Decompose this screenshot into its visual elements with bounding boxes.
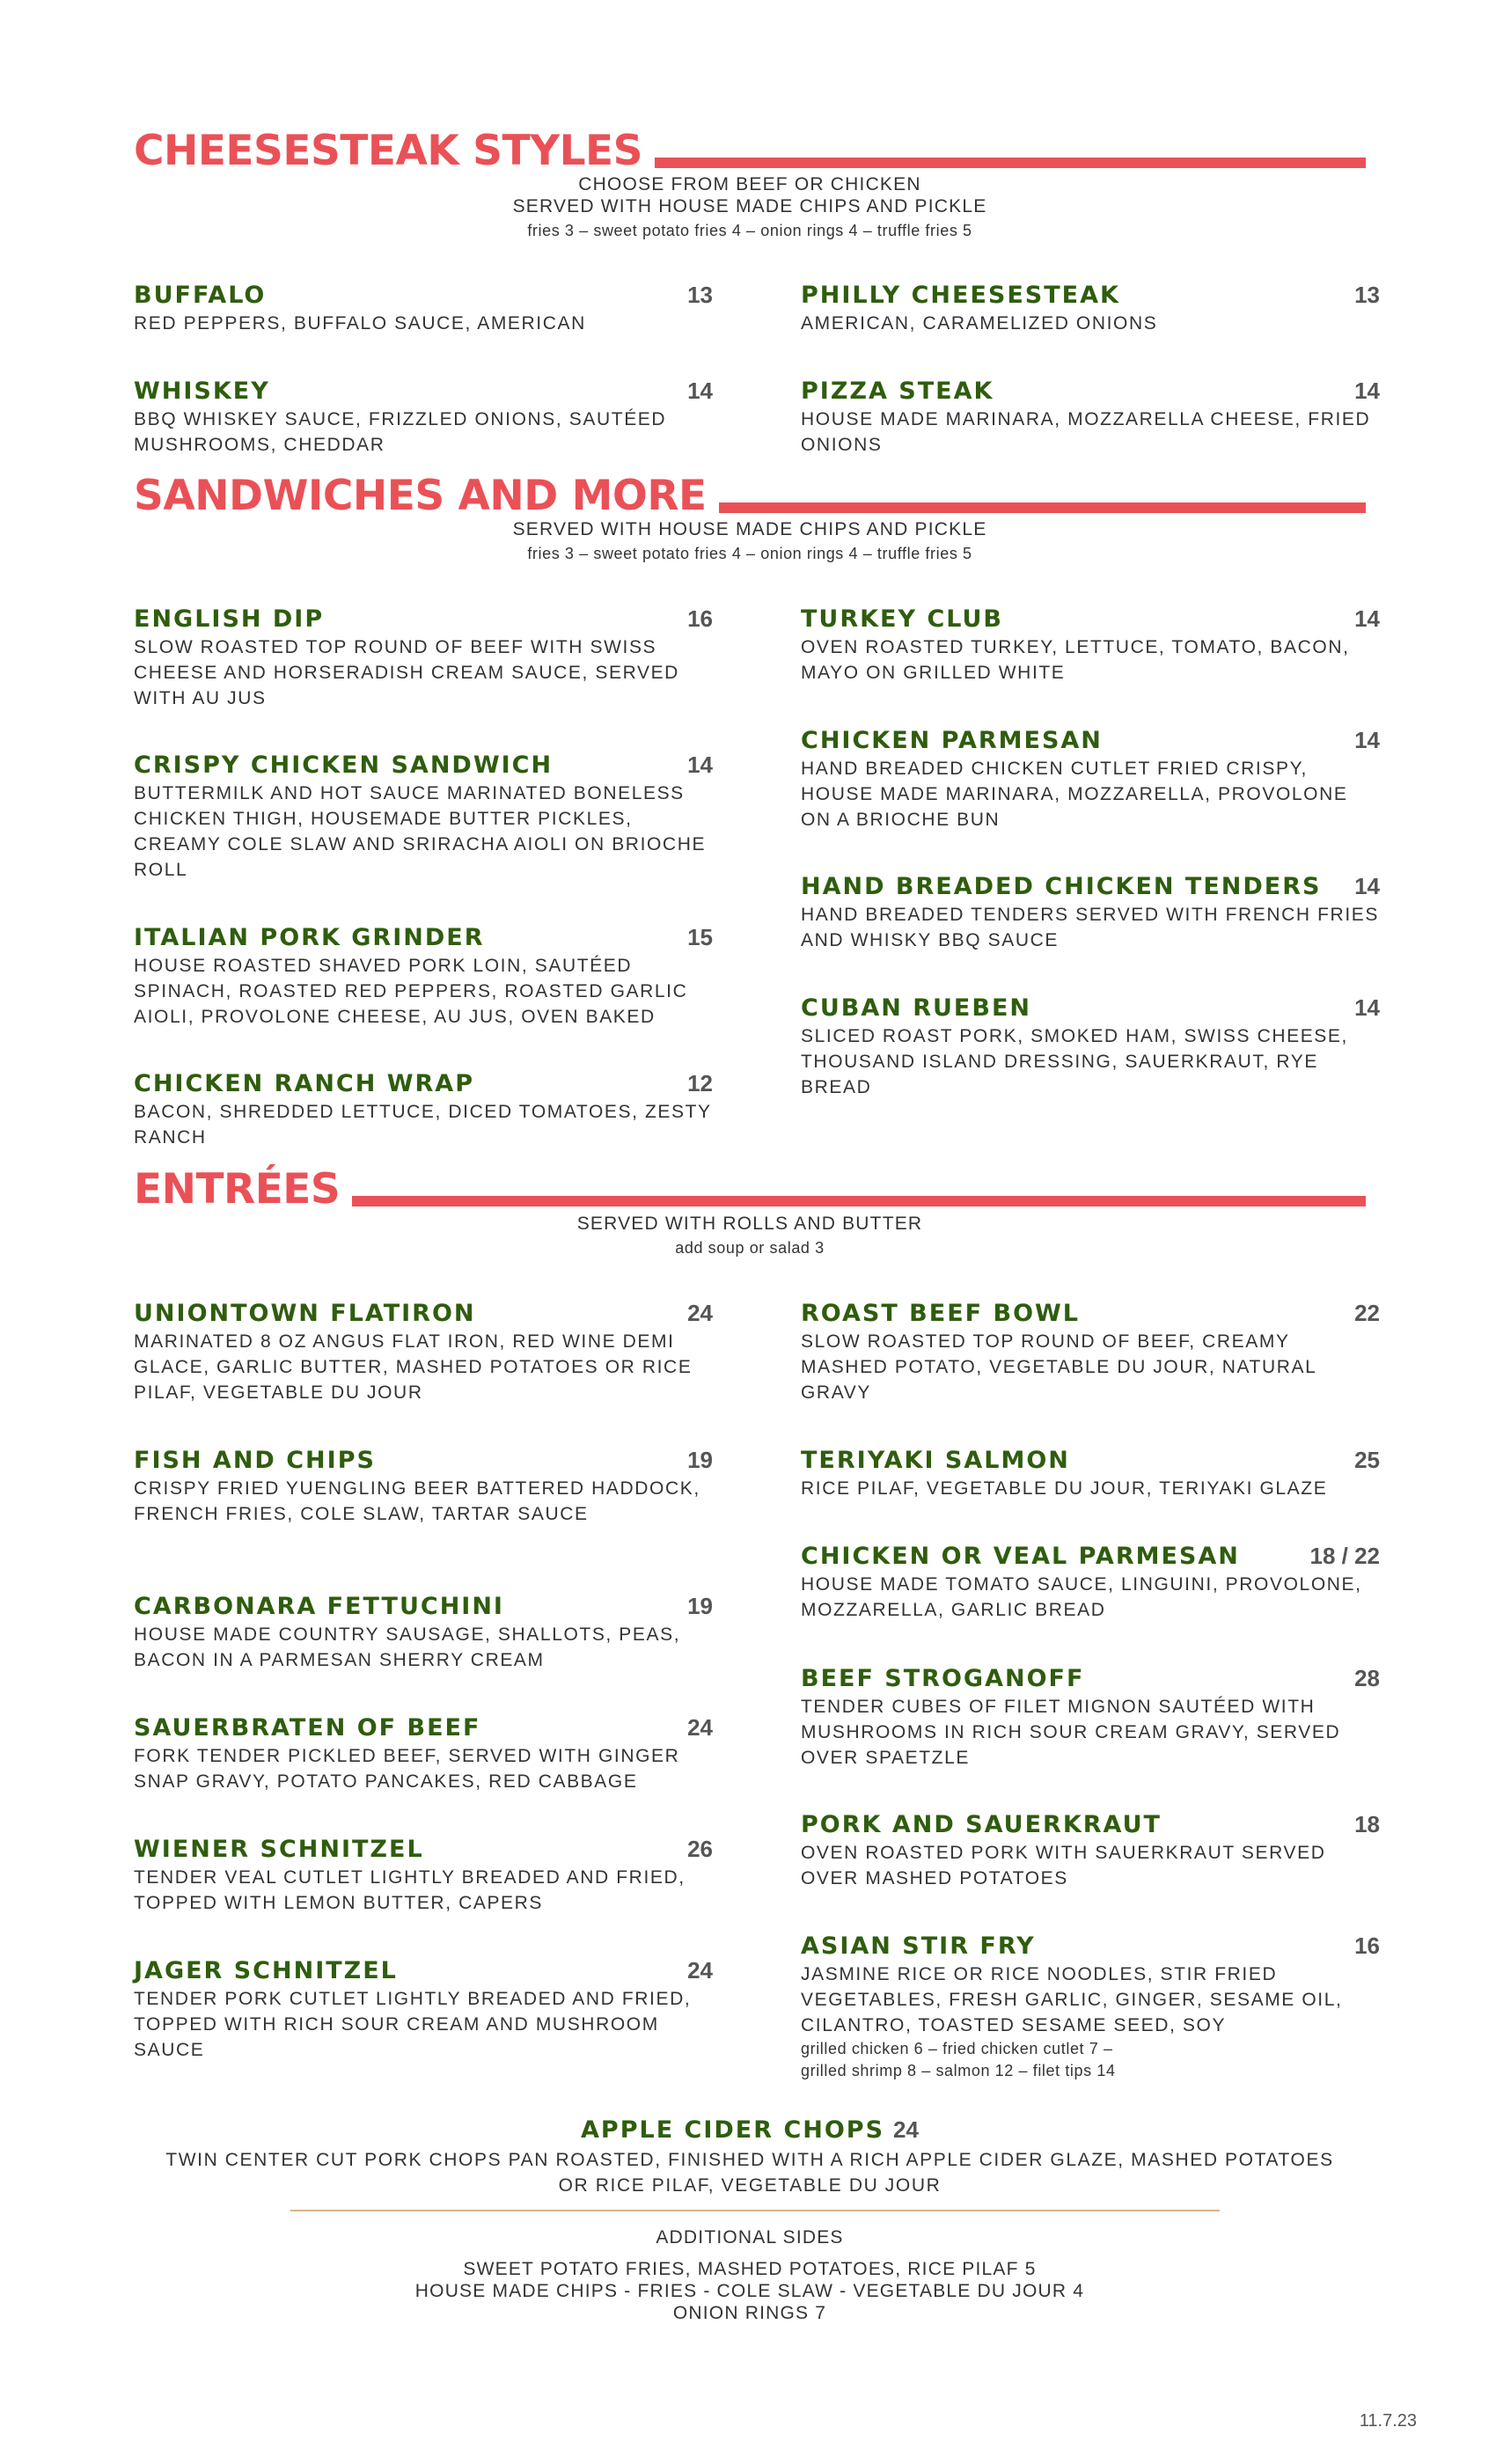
- item-addons: grilled chicken 6 – fried chicken cutlet 7 –: [801, 2040, 1113, 2057]
- item-price: 24: [687, 1714, 713, 1741]
- divider: [290, 2210, 1220, 2211]
- menu-item: [134, 1834, 713, 1916]
- item-name: ASIAN STIR FRY: [801, 1932, 1036, 1960]
- item-description: TENDER VEAL CUTLET LIGHTLY BREADED AND FRIED, TOPPED WITH LEMON BUTTER, CAPERS: [134, 1867, 686, 1913]
- menu-item: [801, 993, 1380, 1100]
- item-name: PHILLY CHEESESTEAK: [801, 282, 1120, 309]
- sides-line: SWEET POTATO FRIES, MASHED POTATOES, RICE PILAF 5: [463, 2259, 1037, 2279]
- sides-line: ONION RINGS 7: [672, 2303, 827, 2323]
- item-name: FISH AND CHIPS: [134, 1447, 376, 1474]
- menu-item: [134, 750, 713, 883]
- item-price: 28: [1354, 1665, 1380, 1691]
- item-name: CHICKEN PARMESAN: [801, 727, 1103, 754]
- item-price: 14: [687, 752, 713, 778]
- item-name: CHICKEN RANCH WRAP: [134, 1070, 474, 1097]
- item-price: 13: [1354, 282, 1380, 308]
- item-description: TENDER CUBES OF FILET MIGNON SAUTÉED WITH MUSHROOMS IN RICH SOUR CREAM GRAVY, SERVED OVER SPAETZLE: [801, 1697, 1341, 1768]
- item-price: 24: [687, 1957, 713, 1984]
- item-price: 16: [1354, 1932, 1380, 1959]
- item-price: 25: [1354, 1447, 1380, 1473]
- item-name: UNIONTOWN FLATIRON: [134, 1300, 476, 1327]
- item-price: 14: [1354, 873, 1380, 899]
- item-price: 16: [687, 605, 713, 632]
- sides-line: HOUSE MADE CHIPS - FRIES - COLE SLAW - VEGETABLE DU JOUR 4: [414, 2281, 1085, 2301]
- item-name: HAND BREADED CHICKEN TENDERS: [801, 873, 1322, 900]
- section-title: ENTRÉES: [134, 1165, 341, 1214]
- section-addons: fries 3 – sweet potato fries 4 – onion rings 4 – truffle fries 5: [527, 545, 972, 562]
- item-name: SAUERBRATEN OF BEEF: [134, 1714, 481, 1742]
- menu-item: [801, 1809, 1380, 1891]
- section-rule: [655, 158, 1366, 168]
- item-description: HOUSE MADE TOMATO SAUCE, LINGUINI, PROVOLONE, MOZZARELLA, GARLIC BREAD: [801, 1574, 1362, 1620]
- menu-item: [134, 922, 713, 1030]
- item-price: 24: [687, 1300, 713, 1326]
- menu-item: [134, 376, 713, 458]
- sides-block: [134, 2226, 1366, 2324]
- menu-item: [801, 1541, 1380, 1623]
- item-description: SLICED ROAST PORK, SMOKED HAM, SWISS CHEESE, THOUSAND ISLAND DRESSING, SAUERKRAUT, RYE BREAD: [801, 1026, 1348, 1097]
- item-name: ENGLISH DIP: [134, 605, 325, 633]
- menu-item: [801, 1445, 1380, 1501]
- item-description: BUTTERMILK AND HOT SAUCE MARINATED BONELESS CHICKEN THIGH, HOUSEMADE BUTTER PICKLES, CREAMY COLE SLAW AND SRIRACHA AIOLI ON BRIOCHE ROLL: [134, 783, 707, 880]
- item-price: 22: [1354, 1300, 1380, 1326]
- item-price: 26: [687, 1836, 713, 1862]
- item-addons: grilled shrimp 8 – salmon 12 – filet tips 14: [801, 2062, 1116, 2079]
- item-description: SLOW ROASTED TOP ROUND OF BEEF, CREAMY MASHED POTATO, VEGETABLE DU JOUR, NATURAL GRAVY: [801, 1331, 1316, 1403]
- item-name: PORK AND SAUERKRAUT: [801, 1811, 1162, 1838]
- item-description: FORK TENDER PICKLED BEEF, SERVED WITH GINGER SNAP GRAVY, POTATO PANCAKES, RED CABBAGE: [134, 1746, 680, 1792]
- item-price: 15: [687, 924, 713, 950]
- menu-item: [801, 280, 1380, 336]
- item-description: HOUSE MADE COUNTRY SAUSAGE, SHALLOTS, PEAS, BACON IN A PARMESAN SHERRY CREAM: [134, 1624, 681, 1670]
- item-price: 14: [1354, 378, 1380, 404]
- section-rule: [352, 1196, 1366, 1206]
- item-description: HAND BREADED TENDERS SERVED WITH FRENCH FRIES AND WHISKY BBQ SAUCE: [801, 905, 1379, 950]
- menu-item: [801, 1298, 1380, 1405]
- item-description: TENDER PORK CUTLET LIGHTLY BREADED AND FRIED, TOPPED WITH RICH SOUR CREAM AND MUSHROOM SAUCE: [134, 1989, 692, 2060]
- item-description: TWIN CENTER CUT PORK CHOPS PAN ROASTED, FINISHED WITH A RICH APPLE CIDER GLAZE, MASHED POTATOES OR RICE PILAF, VEGETABLE DU JOUR: [165, 2150, 1334, 2196]
- section-addons: fries 3 – sweet potato fries 4 – onion rings 4 – truffle fries 5: [527, 222, 972, 239]
- item-description: HOUSE ROASTED SHAVED PORK LOIN, SAUTÉED SPINACH, ROASTED RED PEPPERS, ROASTED GARLIC AIOLI, PROVOLONE CHEESE, AU JUS, OVEN BAKED: [134, 956, 688, 1027]
- item-price: 18: [1354, 1811, 1380, 1837]
- section-rule: [719, 502, 1366, 513]
- featured-item: [134, 2116, 1366, 2198]
- item-name: WIENER SCHNITZEL: [134, 1836, 424, 1863]
- item-name: APPLE CIDER CHOPS: [581, 2116, 885, 2144]
- item-price: 14: [1354, 994, 1380, 1021]
- item-price: 19: [687, 1447, 713, 1473]
- item-price: 14: [1354, 727, 1380, 753]
- item-price: 13: [687, 282, 713, 308]
- item-description: SLOW ROASTED TOP ROUND OF BEEF WITH SWISS CHEESE AND HORSERADISH CREAM SAUCE, SERVED WITH AU JUS: [134, 637, 679, 708]
- item-price: 19: [687, 1593, 713, 1619]
- item-name: TURKEY CLUB: [801, 605, 1004, 633]
- item-name: ITALIAN PORK GRINDER: [134, 924, 485, 951]
- menu-item: [801, 871, 1380, 953]
- item-description: HAND BREADED CHICKEN CUTLET FRIED CRISPY, HOUSE MADE MARINARA, MOZZARELLA, PROVOLONE ON A BRIOCHE BUN: [801, 759, 1348, 830]
- section-subtitle: SERVED WITH HOUSE MADE CHIPS AND PICKLE: [512, 519, 987, 539]
- menu-item: [134, 1591, 713, 1673]
- item-name: ROAST BEEF BOWL: [801, 1300, 1081, 1327]
- menu-item: [134, 280, 713, 336]
- item-description: BBQ WHISKEY SAUCE, FRIZZLED ONIONS, SAUTÉED MUSHROOMS, CHEDDAR: [134, 409, 667, 455]
- item-description: AMERICAN, CARAMELIZED ONIONS: [801, 313, 1158, 334]
- section-subtitle: SERVED WITH HOUSE MADE CHIPS AND PICKLE: [512, 196, 987, 216]
- item-name: CHICKEN OR VEAL PARMESAN: [801, 1543, 1240, 1570]
- item-description: JASMINE RICE OR RICE NOODLES, STIR FRIED VEGETABLES, FRESH GARLIC, GINGER, SESAME OIL, CILANTRO, TOASTED SESAME SEED, SOY: [801, 1964, 1343, 2035]
- item-name: JAGER SCHNITZEL: [134, 1957, 398, 1984]
- revision-date: 11.7.23: [1359, 2411, 1417, 2431]
- menu-item: [801, 725, 1380, 832]
- entrees-header: [134, 1165, 1366, 1214]
- item-description: OVEN ROASTED TURKEY, LETTUCE, TOMATO, BACON, MAYO ON GRILLED WHITE: [801, 637, 1350, 683]
- item-description: RICE PILAF, VEGETABLE DU JOUR, TERIYAKI GLAZE: [801, 1478, 1328, 1499]
- menu-item: [801, 1931, 1380, 2082]
- item-name: CRISPY CHICKEN SANDWICH: [134, 752, 554, 779]
- section-addons: add soup or salad 3: [675, 1239, 825, 1257]
- menu-item: [801, 376, 1380, 458]
- item-description: BACON, SHREDDED LETTUCE, DICED TOMATOES, ZESTY RANCH: [134, 1102, 712, 1148]
- menu-item: [134, 604, 713, 711]
- cheesesteak-header: [134, 127, 1366, 175]
- section-title: CHEESESTEAK STYLES: [134, 127, 643, 175]
- item-price: 14: [687, 378, 713, 404]
- item-name: TERIYAKI SALMON: [801, 1447, 1070, 1474]
- item-name: CARBONARA FETTUCHINI: [134, 1593, 504, 1620]
- item-description: RED PEPPERS, BUFFALO SAUCE, AMERICAN: [134, 313, 586, 334]
- item-price: 12: [687, 1070, 713, 1096]
- section-title: SANDWICHES AND MORE: [134, 472, 707, 520]
- sandwiches-header: [134, 472, 1366, 520]
- section-subtitle: SERVED WITH ROLLS AND BUTTER: [576, 1214, 923, 1234]
- item-name: BEEF STROGANOFF: [801, 1665, 1085, 1692]
- item-description: HOUSE MADE MARINARA, MOZZARELLA CHEESE, FRIED ONIONS: [801, 409, 1371, 455]
- menu-item: [134, 1068, 713, 1150]
- item-description: OVEN ROASTED PORK WITH SAUERKRAUT SERVED OVER MASHED POTATOES: [801, 1843, 1326, 1888]
- menu-item: [134, 1712, 713, 1794]
- item-name: WHISKEY: [134, 378, 270, 405]
- item-price: 14: [1354, 605, 1380, 632]
- menu-item: [801, 1663, 1380, 1771]
- item-description: CRISPY FRIED YUENGLING BEER BATTERED HADDOCK, FRENCH FRIES, COLE SLAW, TARTAR SAUCE: [134, 1478, 700, 1524]
- menu-item: [134, 1445, 713, 1527]
- item-price: 18 / 22: [1309, 1543, 1380, 1569]
- item-name: CUBAN RUEBEN: [801, 994, 1031, 1022]
- section-subtitle: CHOOSE FROM BEEF OR CHICKEN: [578, 174, 921, 194]
- item-price: 24: [893, 2116, 919, 2143]
- sides-title: ADDITIONAL SIDES: [656, 2227, 844, 2248]
- item-name: BUFFALO: [134, 282, 267, 309]
- menu-item: [134, 1298, 713, 1405]
- item-description: MARINATED 8 OZ ANGUS FLAT IRON, RED WINE DEMI GLACE, GARLIC BUTTER, MASHED POTATOES OR RICE PILAF, VEGETABLE DU JOUR: [134, 1331, 693, 1403]
- menu-item: [134, 1955, 713, 2063]
- menu-item: [801, 604, 1380, 686]
- item-name: PIZZA STEAK: [801, 378, 994, 405]
